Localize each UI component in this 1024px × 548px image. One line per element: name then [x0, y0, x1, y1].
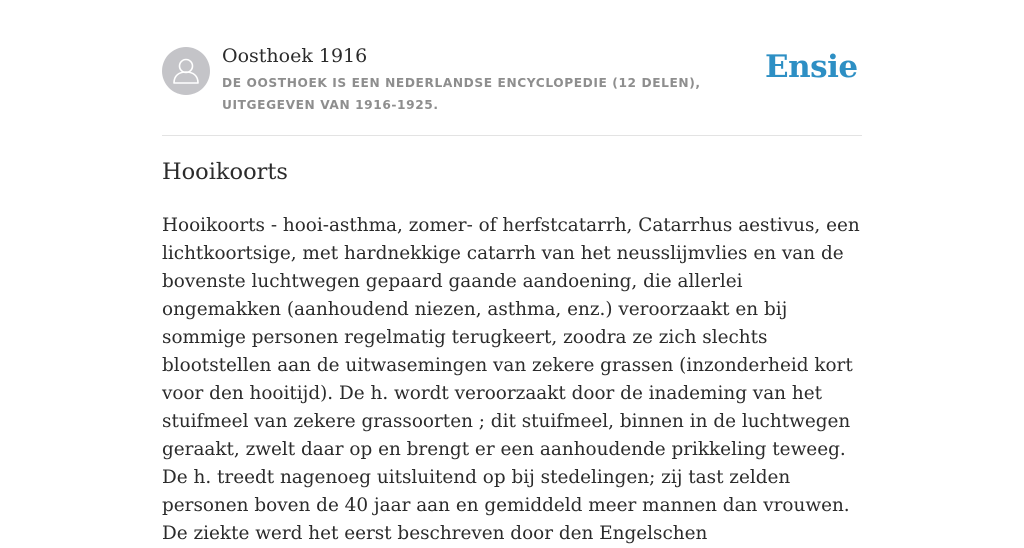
article-body: Hooikoorts - hooi-asthma, zomer- of herfstcatarrh, Catarrhus aestivus, een lichtkoortsige, met hardnekkige catarrh van het neusslijmvlies en van de bovenste luchtwegen gepaard gaande aandoening, die allerlei ongemakken (aanhoudend niezen, asthma, enz.) veroorzaakt en bij sommige personen regelmatig terugkeert, zoodra ze zich slechts blootstellen aan de uitwasemingen van zekere grassen (inzonderheid kort voor den hooitijd). De h. wordt veroorzaakt door de inademing van het stuifmeel van zekere grassoorten ; dit stuifmeel, binnen in de luchtwegen geraakt, zwelt daar op en brengt er een aanhoudende prikkeling teweeg. De h. treedt nagenoeg uitsluitend op bij stedelingen; zij tast zelden personen boven de 40 jaar aan en gemiddeld meer mannen dan vrouwen. De ziekte werd het eerst beschreven door den Engelschen: [162, 215, 860, 544]
page-container: [162, 0, 862, 544]
source-avatar[interactable]: [162, 47, 210, 95]
source-header: [162, 0, 862, 136]
ensie-logo-link[interactable]: Ensie: [765, 49, 858, 85]
source-description: DE OOSTHOEK IS EEN NEDERLANDSE ENCYCLOPEDIE (12 DELEN), UITGEGEVEN VAN 1916-1925.: [222, 76, 701, 112]
article-title: Hooikoorts: [162, 159, 288, 185]
source-title[interactable]: Oosthoek 1916: [222, 45, 368, 67]
user-silhouette-icon: [162, 47, 210, 95]
